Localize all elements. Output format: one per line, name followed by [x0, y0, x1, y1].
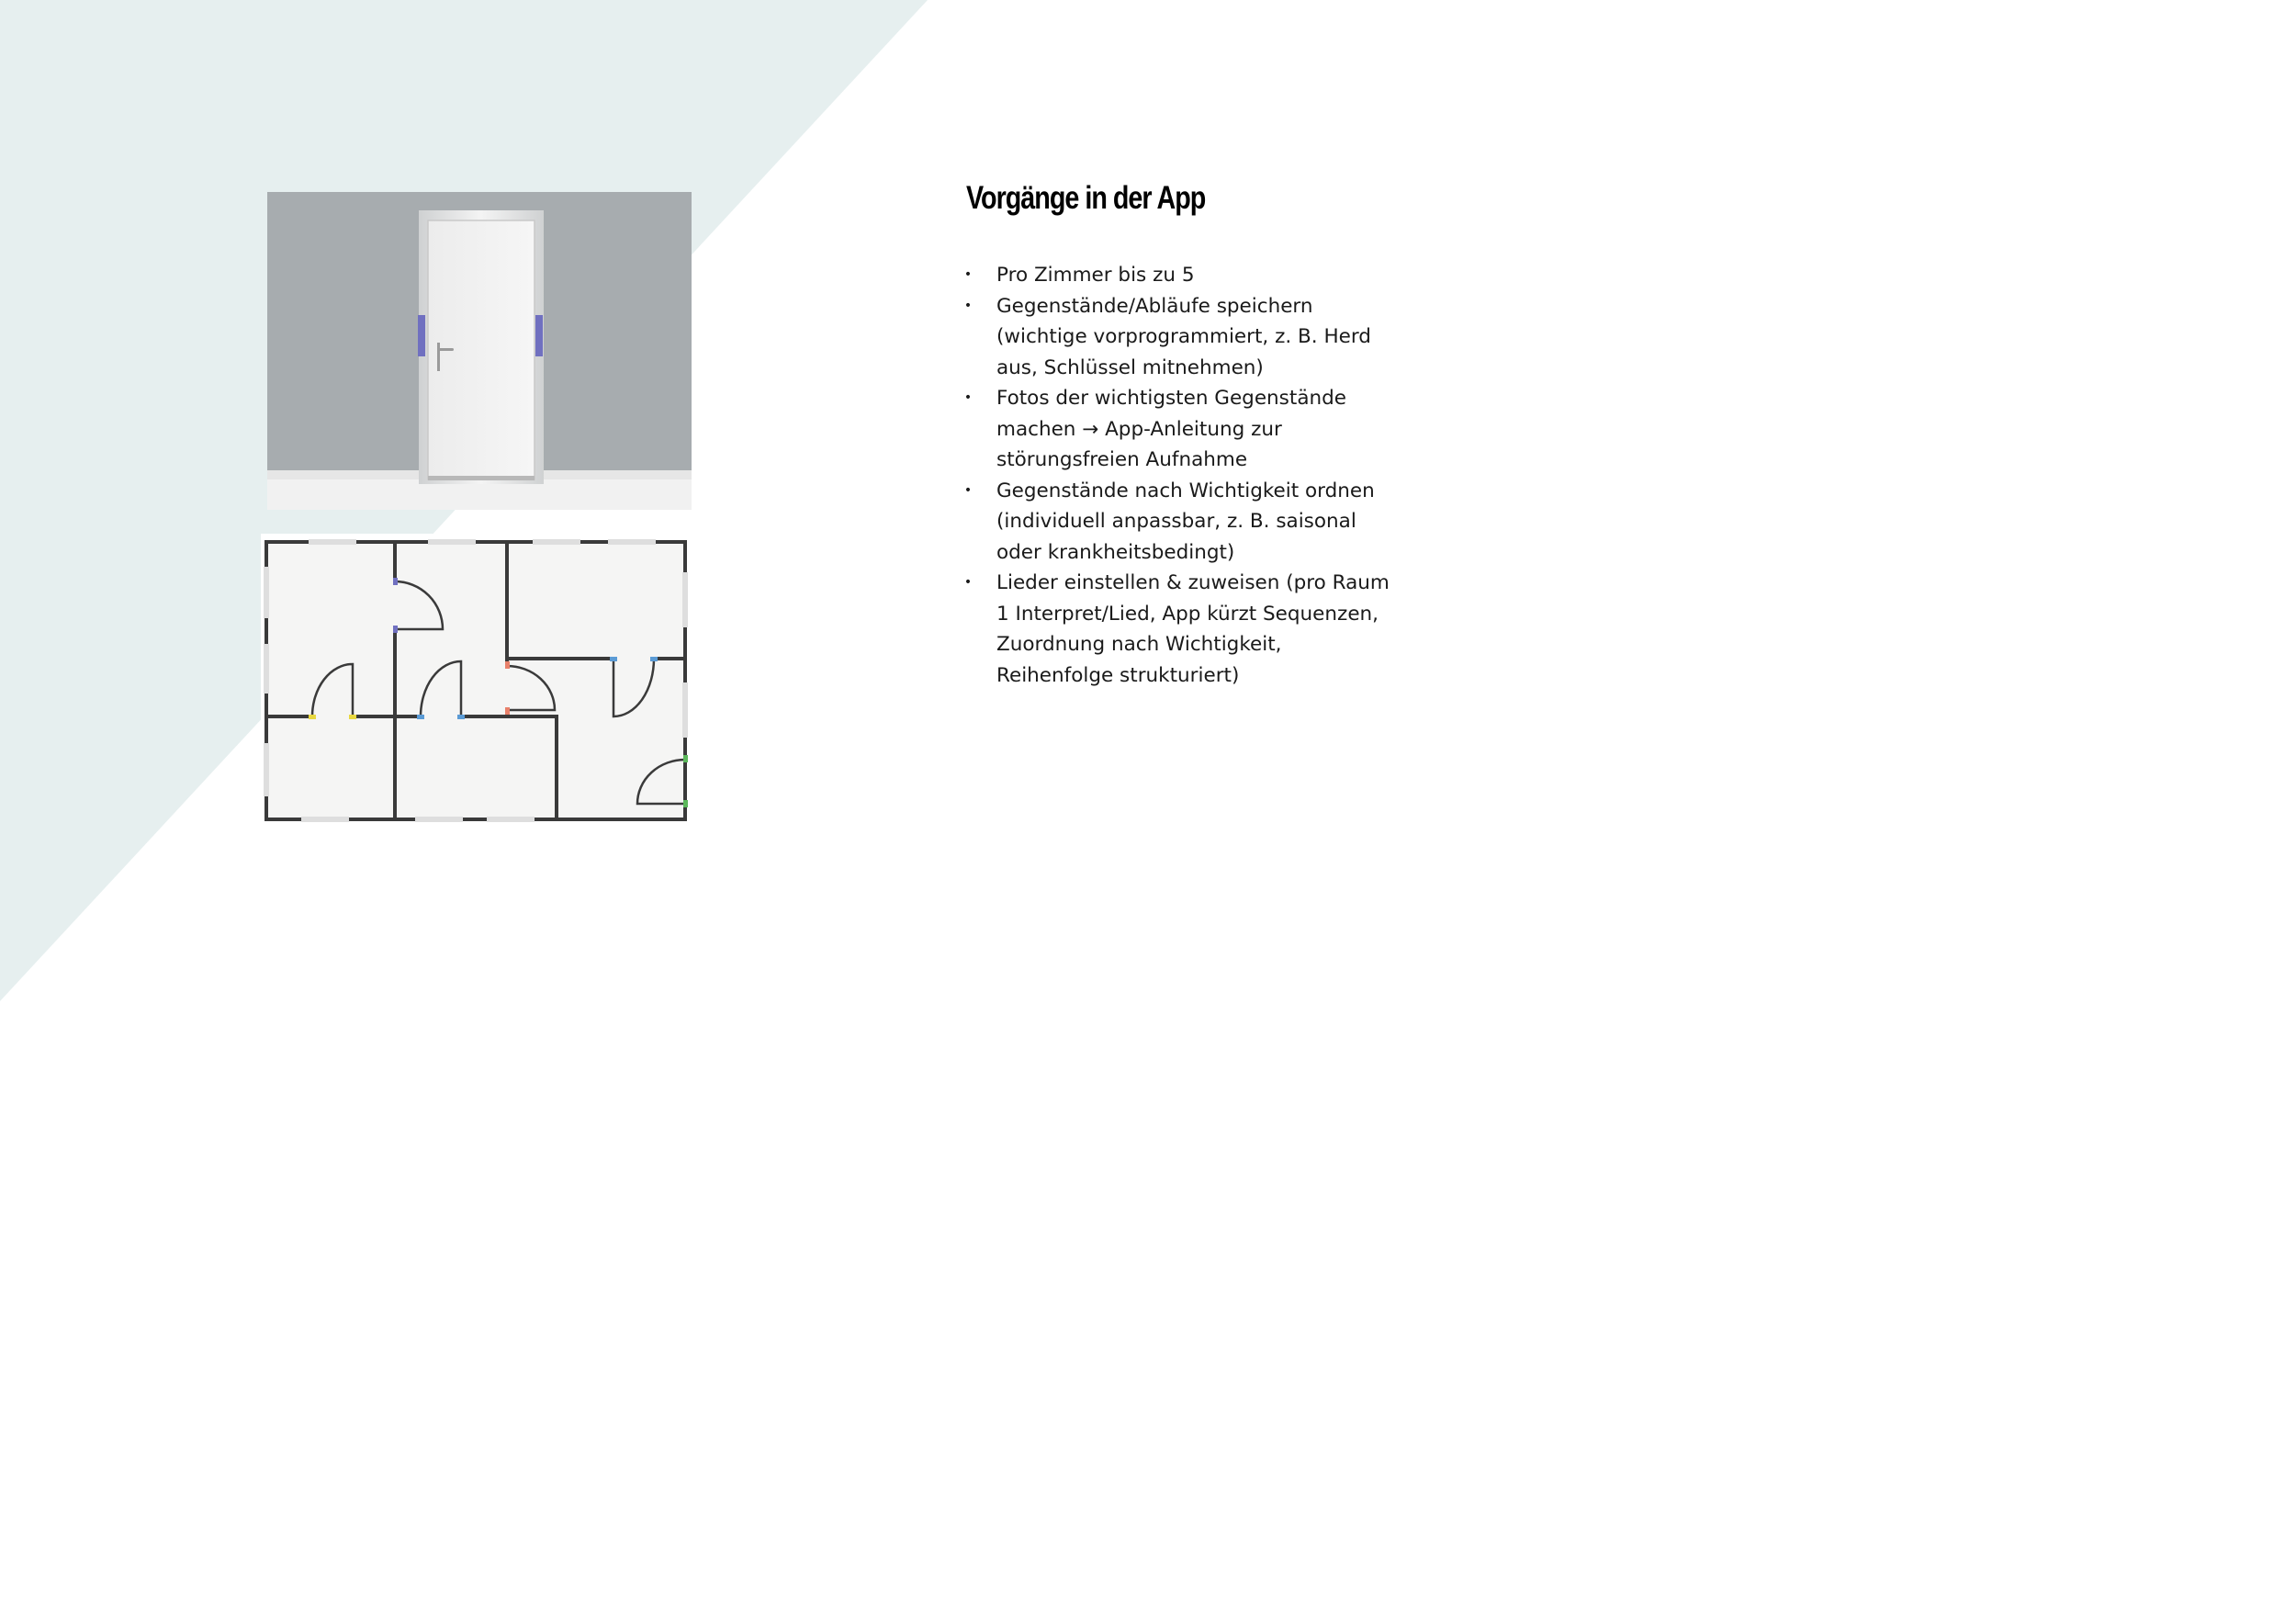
sensor-yellow-1 [309, 715, 316, 719]
sensor-yellow-2 [349, 715, 356, 719]
list-item-text: Gegenstände/Abläufe speichern (wichtige vorprogrammiert, z. B. Herd aus, Schlüssel mitnehmen) [996, 294, 1371, 379]
slide-title: Vorgänge in der App [966, 180, 1206, 216]
list-item-text: Lieder einstellen & zuweisen (pro Raum 1 Interpret/Lied, App kürzt Sequenzen, Zuordnung nach Wichtigkeit, Reihenfolge strukturiert) [996, 571, 1390, 687]
sensor-purple-2 [393, 626, 398, 633]
sensor-blue-2 [457, 715, 465, 719]
bullet-icon: • [963, 482, 973, 498]
sensor-right [535, 315, 543, 356]
sensor-green-1 [683, 755, 688, 762]
sensor-red-1 [505, 661, 510, 669]
floorplan-floor [266, 542, 685, 819]
list-item [962, 383, 1403, 476]
floorplan-diagram [261, 534, 689, 824]
list-item-text: Fotos der wichtigsten Gegenstände machen → App-Anleitung zur störungsfreien Aufnahme [996, 387, 1346, 471]
bullet-icon: • [963, 575, 973, 590]
list-item [962, 260, 1403, 291]
list-item [962, 476, 1403, 569]
list-item-text: Gegenstände nach Wichtigkeit ordnen (individuell anpassbar, z. B. saisonal oder krankheitsbedingt) [996, 479, 1375, 564]
bullet-icon: • [963, 267, 973, 282]
sensor-left [418, 315, 425, 356]
sensor-red-2 [505, 707, 510, 715]
bullet-icon: • [963, 298, 973, 313]
sensor-blue-3 [610, 657, 617, 661]
list-item [962, 568, 1403, 691]
bullet-list [962, 260, 1403, 691]
sensor-blue-4 [650, 657, 658, 661]
list-item [962, 291, 1403, 384]
bullet-icon: • [963, 390, 973, 405]
sensor-blue-1 [417, 715, 424, 719]
sensor-green-2 [683, 800, 688, 807]
sensor-purple-1 [393, 578, 398, 585]
list-item-text: Pro Zimmer bis zu 5 [996, 264, 1195, 287]
door-shadow [428, 476, 535, 480]
door-illustration [267, 192, 692, 510]
